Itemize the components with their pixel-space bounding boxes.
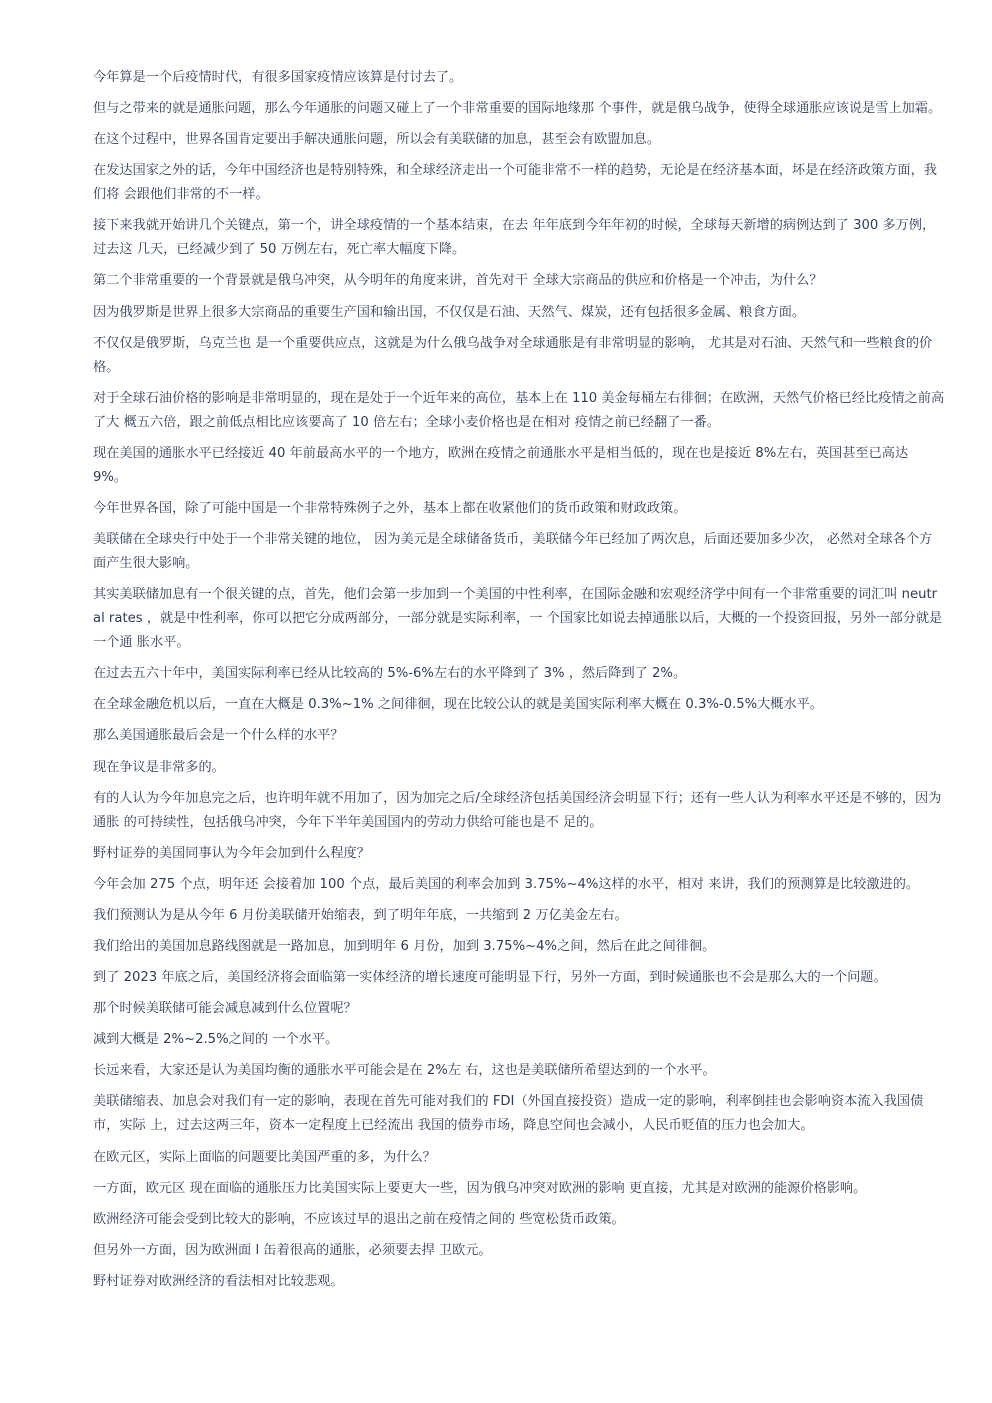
paragraph: 现在争议是非常多的。 bbox=[93, 759, 225, 775]
paragraph: 我们预测认为是从今年 6 月份美联储开始缩表，到了明年年底，一共缩到 2 万亿美金左右。 bbox=[93, 907, 628, 923]
paragraph: 其实美联储加息有一个很关键的点，首先，他们会第一步加到一个美国的中性利率，在国际金融和宏观经济学中间有一个非常重要的词汇叫 neutral rates ，就是中性利率，你可以把它分成两部分，一部分就是实际利率，一 个国家比如说去掉通胀以后，大概的一个投资回报，另外一部分就是一个通 胀水平。 bbox=[93, 587, 943, 651]
paragraph: 接下来我就开始讲几个关键点，第一个，讲全球疫情的一个基本结束，在去 年年底到今年年初的时候，全球每天新增的病例达到了 300 多万例，过去这 几天，已经减少到了 50 万例左右，死亡率大幅度下降。 bbox=[93, 218, 936, 258]
paragraph: 我们给出的美国加息路线图就是一路加息，加到明年 6 月份，加到 3.75%~4%之间，然后在此之间徘徊。 bbox=[93, 938, 716, 954]
paragraph: 今年算是一个后疫情时代，有很多国家疫情应该算是付讨去了。 bbox=[93, 70, 463, 85]
paragraph: 因为俄罗斯是世界上很多大宗商品的重要生产国和输出国，不仅仅是石油、天然气、煤炭，还有包括很多金属、粮食方面。 bbox=[93, 304, 806, 320]
paragraph: 一方面，欧元区 现在面临的通胀压力比美国实际上要更大一些，因为俄乌冲突对欧洲的影响 更直接，尤其是对欧洲的能源价格影响。 bbox=[93, 1180, 867, 1196]
paragraph: 野村证券的美国同事认为今年会加到什么程度？ bbox=[93, 845, 370, 861]
paragraph: 对于全球石油价格的影响是非常明显的，现在是处于一个近年来的高位，基本上在 110 美金每桶左右徘徊；在欧洲，天然气价格已经比疫情之前高了大 概五六倍，跟之前低点相比应该要高了 10 倍左右；全球小麦价格也是在相对 疫情之前已经翻了一番。 bbox=[93, 390, 945, 430]
paragraph: 长远来看，大家还是认为美国均衡的通胀水平可能会是在 2%左 右，这也是美联储所希望达到的一个水平。 bbox=[93, 1063, 716, 1079]
paragraph: 第二个非常重要的一个背景就是俄乌冲突，从今明年的角度来讲，首先对干 全球大宗商品的供应和价格是一个冲击，为什么？ bbox=[93, 273, 823, 289]
document-body bbox=[93, 66, 945, 1301]
paragraph: 在过去五六十年中，美国实际利率已经从比较高的 5%-6%左右的水平降到了 3% ，然后降到了 2%。 bbox=[93, 666, 687, 682]
paragraph: 那个时候美联储可能会减息减到什么位置呢？ bbox=[93, 1001, 357, 1017]
paragraph: 欧洲经济可能会受到比较大的影响，不应该过早的退出之前在疫情之间的 些宽松货币政策。 bbox=[93, 1211, 625, 1227]
paragraph: 有的人认为今年加息完之后，也许明年就不用加了，因为加完之后/全球经济包括美国经济会明显下行；还有一些人认为利率水平还是不够的，因为通胀 的可持续性，包括俄乌冲突，今年下半年美国国内的劳动力供给可能也是不 足的。 bbox=[93, 790, 942, 830]
paragraph: 到了 2023 年底之后，美国经济将会面临第一实体经济的增长速度可能明显下行，另外一方面，到时候通胀也不会是那么大的一个问题。 bbox=[93, 970, 887, 986]
paragraph: 美联储在全球央行中处于一个非常关键的地位， 因为美元是全球储备货币，美联储今年已经加了两次息，后面还要加多少次， 必然对全球各个方面产生很大影响。 bbox=[93, 532, 933, 572]
paragraph: 现在美国的通胀水平已经接近 40 年前最高水平的一个地方，欧洲在疫情之前通胀水平是相当低的，现在也是接近 8%左右，英国甚至已高达 9%。 bbox=[93, 445, 909, 485]
paragraph: 减到大概是 2%~2.5%之间的 一个水平。 bbox=[93, 1032, 339, 1048]
paragraph: 在全球金融危机以后，一直在大概是 0.3%~1% 之间徘徊，现在比较公认的就是美国实际利率大概在 0.3%-0.5%大概水平。 bbox=[93, 697, 824, 713]
paragraph: 美联储缩表、加息会对我们有一定的影响，表现在首先可能对我们的 FDI（外国直接投资）造成一定的影响，利率倒挂也会影响资本流入我国债市，实际 上，过去这两三年，资本一定程度上已经流出 我国的债券市场，降息空间也会减小，人民币贬值的压力也会加大。 bbox=[93, 1094, 924, 1134]
paragraph: 在欧元区，实际上面临的问题要比美国严重的多，为什么？ bbox=[93, 1149, 436, 1165]
paragraph: 野村证券对欧洲经济的看法相对比较悲观。 bbox=[93, 1273, 344, 1289]
paragraph: 在发达国家之外的话，今年中国经济也是特别特殊，和全球经济走出一个可能非常不一样的趋势，无论是在经济基本面，坏是在经济政策方面，我们将 会跟他们非常的不一样。 bbox=[93, 163, 937, 203]
paragraph: 但另外一方面，因为欧洲面 l 缶着很高的通胀，必须要去捍 卫欧元。 bbox=[93, 1242, 492, 1258]
paragraph: 今年世界各国，除了可能中国是一个非常特殊例子之外，基本上都在收紧他们的货币政策和财政政策。 bbox=[93, 500, 687, 516]
paragraph: 那么美国通胀最后会是一个什么样的水平？ bbox=[93, 728, 344, 744]
paragraph: 在这个过程中，世界各国肯定要出手解决通胀问题，所以会有美联储的加息，甚至会有欧盟加息。 bbox=[93, 132, 661, 148]
paragraph: 今年会加 275 个点，明年还 会接着加 100 个点，最后美国的利率会加到 3.75%~4%这样的水平，相对 来讲，我们的预测算是比较激进的。 bbox=[93, 876, 920, 892]
paragraph: 但与之带来的就是通胀问题，那么今年通胀的问题又碰上了一个非常重要的国际地缘那 个事件，就是俄乌战争，使得全球通胀应该说是雪上加霜。 bbox=[93, 101, 942, 117]
paragraph: 不仅仅是俄罗斯，乌克兰也 是一个重要供应点，这就是为什么俄乌战争对全球通胀是有非常明显的影响， 尤其是对石油、天然气和一些粮食的价格。 bbox=[93, 335, 933, 375]
